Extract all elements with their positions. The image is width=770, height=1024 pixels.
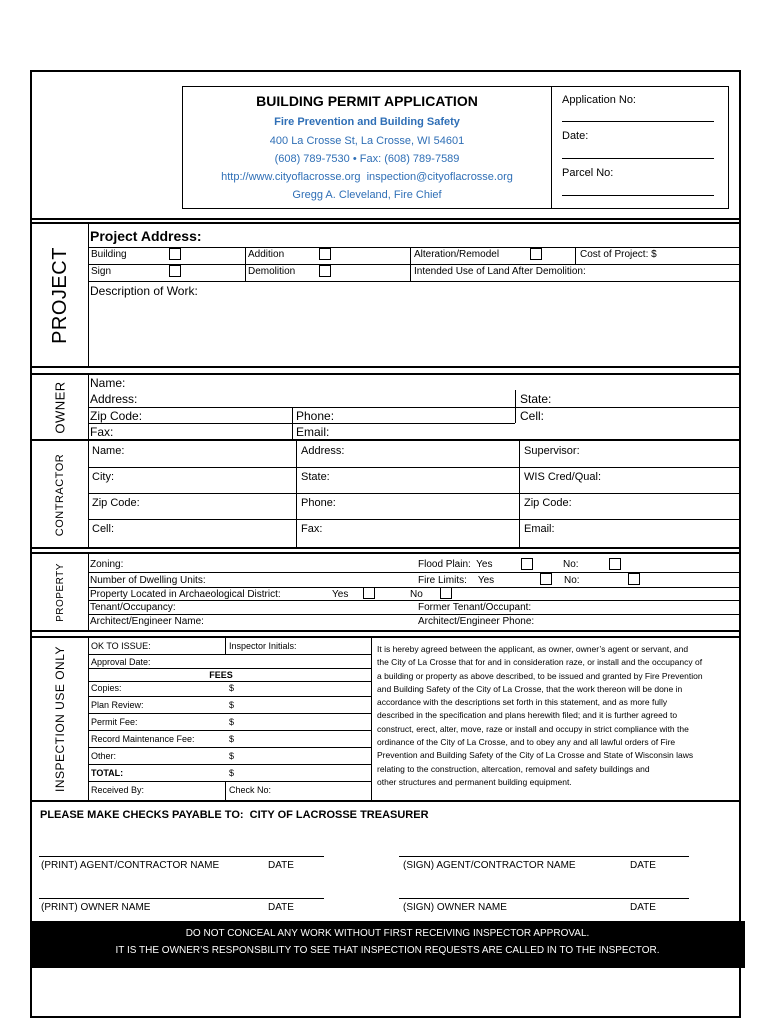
sign-owner-label: (SIGN) OWNER NAME xyxy=(403,902,507,913)
flood-plain-yes-checkbox[interactable] xyxy=(521,558,533,570)
property-side-label: PROPERTY xyxy=(54,562,66,622)
notice-line-2: IT IS THE OWNER’S RESPONSBILITY TO SEE THAT INSPECTION REQUESTS ARE CALLED IN TO THE INSPECTOR. xyxy=(115,945,660,956)
project-grid-top xyxy=(88,247,740,248)
record-maintenance-fee-field[interactable]: $ xyxy=(229,734,235,744)
contractor-divider xyxy=(88,441,89,549)
owner-phone-field[interactable]: Phone: xyxy=(296,409,335,423)
sign-agent-label: (SIGN) AGENT/CONTRACTOR NAME xyxy=(403,860,576,871)
print-agent-label: (PRINT) AGENT/CONTRACTOR NAME xyxy=(41,860,220,871)
property-row-line-2 xyxy=(88,587,740,588)
department-name: Fire Prevention and Building Safety xyxy=(274,116,460,128)
contractor-col-line-2 xyxy=(519,441,520,547)
archaeo-no-label: No xyxy=(410,589,423,600)
ok-to-issue-field[interactable]: OK TO ISSUE: xyxy=(91,641,151,651)
inspector-initials-field[interactable]: Inspector Initials: xyxy=(229,641,297,651)
inspection-side-label: INSPECTION USE ONLY xyxy=(53,646,68,792)
addition-label: Addition xyxy=(248,249,285,260)
alteration-checkbox[interactable] xyxy=(530,248,542,260)
owner-col-line-1 xyxy=(292,407,293,440)
archaeo-no-checkbox[interactable] xyxy=(440,587,452,599)
agreement-line: the City of La Crosse that for and in consideration raze, or install and the occupancy of xyxy=(377,657,703,668)
form-title: BUILDING PERMIT APPLICATION xyxy=(256,93,478,109)
intended-use-field[interactable]: Intended Use of Land After Demolition: xyxy=(414,266,586,277)
owner-email-field[interactable]: Email: xyxy=(296,425,330,439)
inspection-col-divider xyxy=(371,636,372,802)
contractor-box xyxy=(30,441,741,549)
contractor-col-line-1 xyxy=(296,441,297,547)
date-label: Date: xyxy=(562,130,589,142)
contractor-address-field[interactable]: Address: xyxy=(301,445,345,457)
agreement-line: Prevention and Building Safety of the City of La Crosse and State of Wisconsin laws xyxy=(377,750,694,761)
project-grid-bot xyxy=(88,281,740,282)
owner-cell-field[interactable]: Cell: xyxy=(520,409,545,423)
project-grid-mid xyxy=(88,264,740,265)
contractor-supervisor-field[interactable]: Supervisor: xyxy=(524,445,580,457)
insp-line-6 xyxy=(88,730,371,731)
contractor-email-field[interactable]: Email: xyxy=(524,523,555,535)
flood-plain-no-checkbox[interactable] xyxy=(609,558,621,570)
contractor-fax-field[interactable]: Fax: xyxy=(301,523,323,535)
payable-notice: PLEASE MAKE CHECKS PAYABLE TO: CITY OF LACROSSE TREASURER xyxy=(40,809,429,821)
insp-line-9 xyxy=(88,781,371,782)
addition-checkbox[interactable] xyxy=(319,248,331,260)
insp-line-8 xyxy=(88,764,371,765)
sign-owner-date-label: DATE xyxy=(630,902,656,913)
agreement-line: and Building Safety of the City of La Crosse, that the work thereon will be done in xyxy=(377,683,683,694)
agreement-line: other structures and permanent building equipment. xyxy=(377,776,572,787)
agreement-line: construct, erect, alter, move, raze or install and occupy in strict compliance with the xyxy=(377,723,689,734)
project-grid-col2 xyxy=(410,247,411,281)
insp-line-7 xyxy=(88,747,371,748)
permit-fee-field[interactable]: $ xyxy=(229,717,235,727)
inspection-initials-divider xyxy=(225,636,226,654)
owner-address-field[interactable]: Address: xyxy=(90,392,138,406)
sign-label: Sign xyxy=(91,266,112,277)
parcel-no-label: Parcel No: xyxy=(562,167,614,179)
contractor-row-line-1 xyxy=(88,467,740,468)
building-label: Building xyxy=(91,249,127,260)
sign-owner-line[interactable] xyxy=(399,898,689,899)
department-phone: (608) 789-7530 • Fax: (608) 789-7589 xyxy=(274,153,460,165)
received-by-field[interactable]: Received By: xyxy=(91,785,145,795)
property-row-line-1 xyxy=(88,572,740,573)
other-label: Other: xyxy=(91,751,117,761)
plan-review-label: Plan Review: xyxy=(91,700,144,710)
architect-name-field[interactable]: Architect/Engineer Name: xyxy=(90,616,204,627)
copies-fee-field[interactable]: $ xyxy=(229,683,235,693)
agreement-line: relating to the construction, altercation, removal and safety buildings and xyxy=(377,763,650,774)
agreement-line: described in the specification and plans herewith filed; and it is further agreed to xyxy=(377,710,678,721)
header-bottom-rule xyxy=(30,218,741,220)
tenant-field[interactable]: Tenant/Occupancy: xyxy=(90,602,176,613)
insp-line-4 xyxy=(88,696,371,697)
insp-line-1 xyxy=(88,654,371,655)
flood-plain-no-label: No: xyxy=(563,559,579,570)
parcel-no-field[interactable] xyxy=(562,195,714,196)
fire-chief: Gregg A. Cleveland, Fire Chief xyxy=(292,189,442,201)
department-address: 400 La Crosse St, La Crosse, WI 54601 xyxy=(269,135,465,147)
owner-side-label: OWNER xyxy=(52,380,68,434)
print-agent-date-label: DATE xyxy=(268,860,294,871)
contractor-cell-field[interactable]: Cell: xyxy=(92,523,115,535)
archaeo-label: Property Located in Archaeological District: xyxy=(90,589,281,600)
project-grid-col1 xyxy=(245,247,246,281)
contractor-city-field[interactable]: City: xyxy=(92,471,114,483)
insp-line-2 xyxy=(88,668,371,669)
sign-agent-date-label: DATE xyxy=(630,860,656,871)
insp-line-5 xyxy=(88,713,371,714)
fire-limits-no-label: No: xyxy=(564,575,580,586)
print-agent-line[interactable] xyxy=(39,856,324,857)
print-owner-date-label: DATE xyxy=(268,902,294,913)
permit-fee-label: Permit Fee: xyxy=(91,717,138,727)
department-web-email[interactable]: http://www.cityoflacrosse.org inspection@cityoflacrosse.org xyxy=(221,171,513,183)
inspection-check-divider xyxy=(225,782,226,800)
agreement-line: a building or property as above described, to be issued and granted by Fire Prevention xyxy=(377,670,703,681)
archaeo-yes-checkbox[interactable] xyxy=(363,587,375,599)
fees-heading: FEES xyxy=(209,670,233,680)
inspection-divider xyxy=(88,636,89,802)
plan-review-fee-field[interactable]: $ xyxy=(229,700,235,710)
application-no-label: Application No: xyxy=(562,94,636,106)
agreement-text xyxy=(377,643,737,789)
owner-row-line-1 xyxy=(88,407,740,408)
owner-fax-field[interactable]: Fax: xyxy=(90,425,114,439)
contractor-state-field[interactable]: State: xyxy=(301,471,330,483)
copies-label: Copies: xyxy=(91,683,122,693)
total-label: TOTAL: xyxy=(91,768,124,778)
demolition-checkbox[interactable] xyxy=(319,265,331,277)
record-maintenance-label: Record Maintenance Fee: xyxy=(91,734,195,744)
contractor-side-label: CONTRACTOR xyxy=(54,453,67,537)
demolition-label: Demolition xyxy=(248,266,296,277)
print-owner-label: (PRINT) OWNER NAME xyxy=(41,902,151,913)
architect-phone-field[interactable]: Architect/Engineer Phone: xyxy=(418,616,535,627)
agreement-line: It is hereby agreed between the applicant, as owner, owner’s agent or servant, and xyxy=(377,644,689,654)
dwelling-units-field[interactable]: Number of Dwelling Units: xyxy=(90,575,206,586)
contractor-phone-field[interactable]: Phone: xyxy=(301,497,336,509)
check-no-field[interactable]: Check No: xyxy=(229,785,272,795)
other-fee-field[interactable]: $ xyxy=(229,751,235,761)
cost-of-project-field[interactable]: Cost of Project: $ xyxy=(580,249,657,260)
date-field[interactable] xyxy=(562,158,714,159)
project-address-label[interactable]: Project Address: xyxy=(90,228,202,244)
property-divider xyxy=(88,552,89,632)
sign-agent-line[interactable] xyxy=(399,856,689,857)
building-checkbox[interactable] xyxy=(169,248,181,260)
fire-limits-yes-checkbox[interactable] xyxy=(540,573,552,585)
print-owner-line[interactable] xyxy=(39,898,324,899)
contractor-zip2-field[interactable]: Zip Code: xyxy=(524,497,572,509)
fire-limits-no-checkbox[interactable] xyxy=(628,573,640,585)
application-no-field[interactable] xyxy=(562,121,714,122)
zoning-field[interactable]: Zoning: xyxy=(90,559,124,570)
notice-line-1: DO NOT CONCEAL ANY WORK WITHOUT FIRST RECEIVING INSPECTOR APPROVAL. xyxy=(185,928,590,939)
agreement-line: ordinance of the City of La Crosse, and to obey any and all lawful orders of Fire xyxy=(377,737,676,748)
project-grid-col3 xyxy=(575,247,576,264)
contractor-zip-field[interactable]: Zip Code: xyxy=(92,497,140,509)
owner-name-field[interactable]: Name: xyxy=(90,376,126,390)
total-fee-field[interactable]: $ xyxy=(229,768,235,778)
owner-col-line-2 xyxy=(515,390,516,423)
description-of-work-field[interactable]: Description of Work: xyxy=(90,284,198,298)
project-side-label: PROJECT xyxy=(48,246,71,344)
contractor-name-field[interactable]: Name: xyxy=(92,445,125,457)
contractor-row-line-2 xyxy=(88,493,740,494)
property-row-line-4 xyxy=(88,614,740,615)
contractor-wis-field[interactable]: WIS Cred/Qual: xyxy=(524,471,602,483)
fire-limits-label: Fire Limits: Yes xyxy=(418,575,495,586)
contractor-row-line-3 xyxy=(88,519,740,520)
owner-row-line-2 xyxy=(88,423,515,424)
insp-line-3 xyxy=(88,681,371,682)
approval-date-field[interactable]: Approval Date: xyxy=(91,657,151,667)
sign-checkbox[interactable] xyxy=(169,265,181,277)
archaeo-yes-label: Yes xyxy=(332,589,349,600)
alteration-label: Alteration/Remodel xyxy=(414,249,500,260)
former-tenant-field[interactable]: Former Tenant/Occupant: xyxy=(418,602,532,613)
owner-state-field[interactable]: State: xyxy=(520,392,552,406)
agreement-line: accordance with the descriptions set forth in this statement, and as more fully xyxy=(377,697,668,708)
owner-zip-field[interactable]: Zip Code: xyxy=(90,409,143,423)
flood-plain-label: Flood Plain: Yes xyxy=(418,559,493,570)
